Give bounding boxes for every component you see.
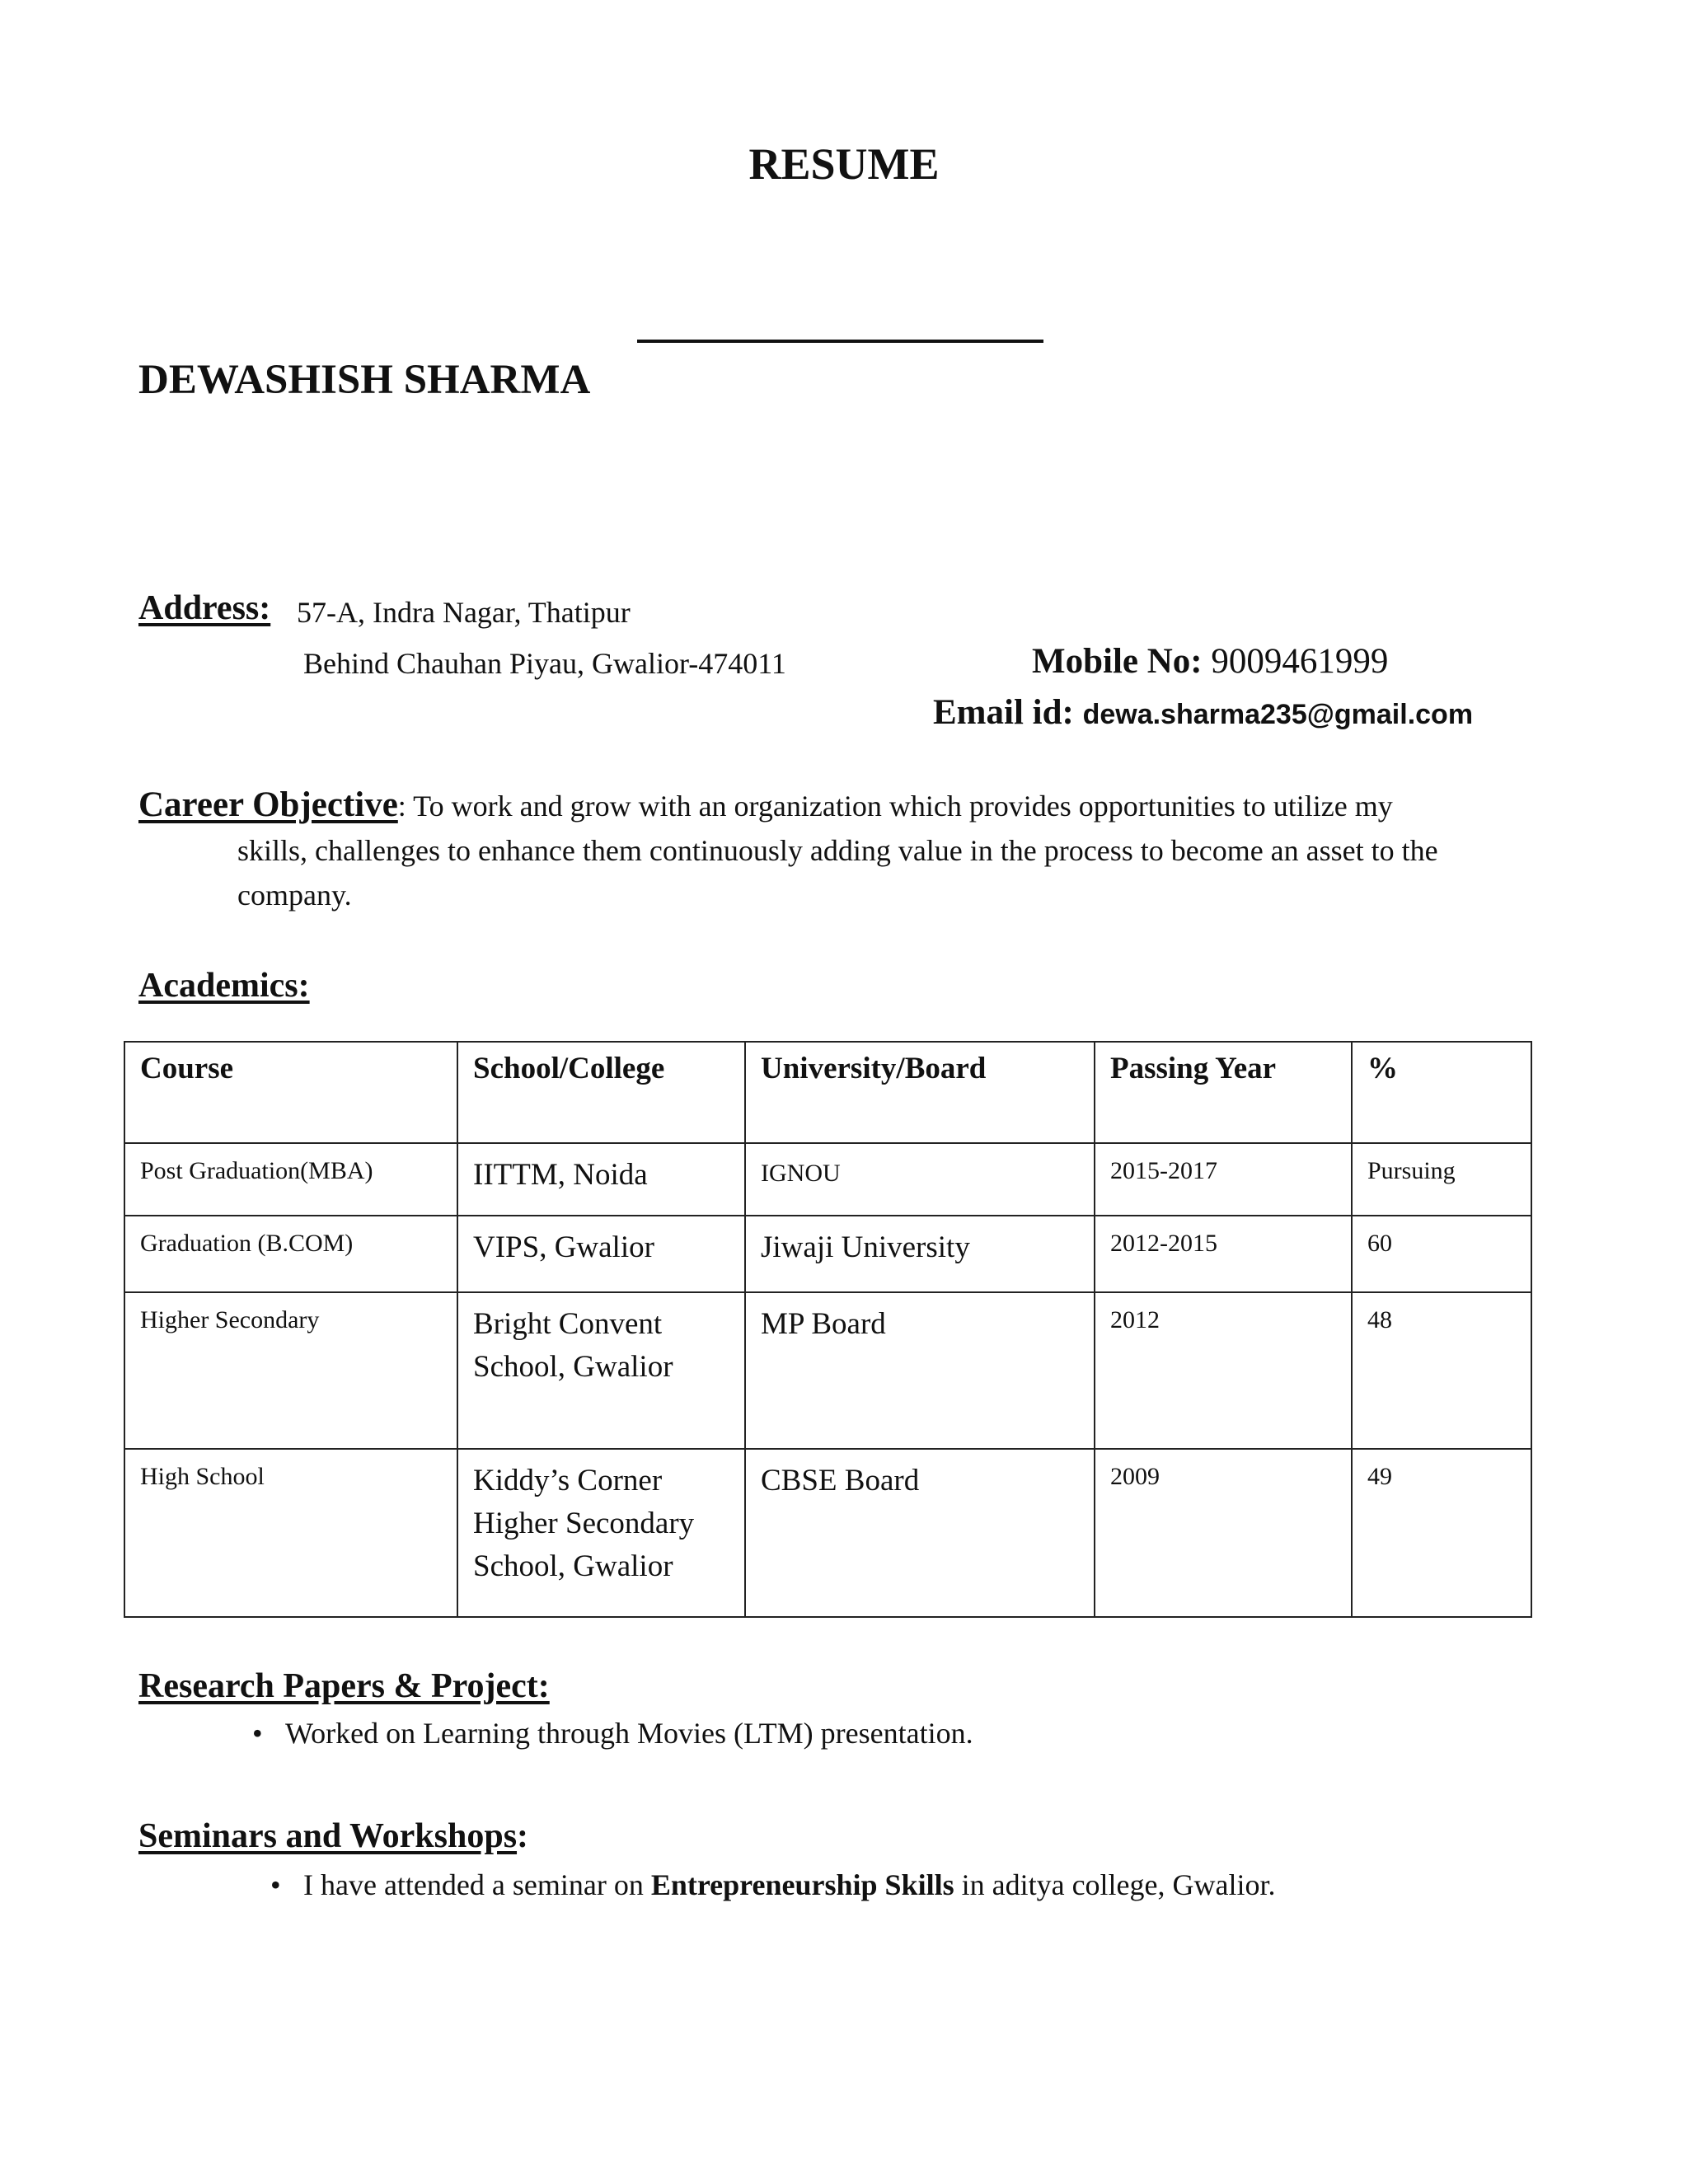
percent-cell: 49 — [1352, 1449, 1531, 1617]
career-objective-heading: Career Objective — [138, 785, 398, 824]
year-cell: 2009 — [1095, 1449, 1352, 1617]
seminar-item-suffix: in aditya college, Gwalior. — [954, 1868, 1276, 1901]
year-cell: 2012-2015 — [1095, 1216, 1352, 1292]
table-row — [124, 1292, 1531, 1449]
year-cell: 2012 — [1095, 1292, 1352, 1449]
university-cell: MP Board — [745, 1292, 1095, 1449]
mobile-value: 9009461999 — [1211, 642, 1389, 681]
seminars-heading-block — [138, 1816, 528, 1856]
career-objective-section — [138, 783, 1540, 917]
email-label: Email id: — [933, 693, 1074, 732]
column-header-year: Passing Year — [1095, 1042, 1352, 1143]
seminars-heading: Seminars and Workshops — [138, 1817, 518, 1855]
list-item — [252, 1716, 973, 1750]
percent-cell: 48 — [1352, 1292, 1531, 1449]
academics-table — [124, 1041, 1532, 1618]
research-item-text: Worked on Learning through Movies (LTM) presentation. — [285, 1717, 973, 1750]
signature-line — [637, 340, 1043, 343]
column-header-percent: % — [1352, 1042, 1531, 1143]
bullet-icon: • — [270, 1868, 281, 1901]
year-cell: 2015-2017 — [1095, 1143, 1352, 1216]
list-item — [270, 1868, 1276, 1902]
course-cell: High School — [124, 1449, 457, 1617]
email-address — [933, 692, 1473, 733]
address-line-2: Behind Chauhan Piyau, Gwalior-474011 — [303, 647, 786, 680]
percent-cell: Pursuing — [1352, 1143, 1531, 1216]
table-row — [124, 1143, 1531, 1216]
table-row — [124, 1449, 1531, 1617]
course-cell: Higher Secondary — [124, 1292, 457, 1449]
research-heading: Research Papers & Project: — [138, 1667, 550, 1705]
school-cell: Kiddy’s Corner Higher Secondary School, Gwalior — [457, 1449, 745, 1617]
bullet-icon: • — [252, 1717, 263, 1750]
university-cell: Jiwaji University — [745, 1216, 1095, 1292]
table-header-row — [124, 1042, 1531, 1143]
seminar-item-prefix: I have attended a seminar on — [303, 1868, 651, 1901]
document-title: RESUME — [748, 139, 940, 189]
university-cell: CBSE Board — [745, 1449, 1095, 1617]
course-cell: Post Graduation(MBA) — [124, 1143, 457, 1216]
mobile-number — [1032, 641, 1388, 682]
candidate-name: DEWASHISH SHARMA — [138, 357, 591, 403]
career-objective-text-line1: : To work and grow with an organization which provides opportunities to utilize my — [397, 790, 1393, 823]
column-header-school: School/College — [457, 1042, 745, 1143]
address-heading: Address: — [138, 589, 271, 627]
course-cell: Graduation (B.COM) — [124, 1216, 457, 1292]
university-cell: IGNOU — [745, 1143, 1095, 1216]
career-objective-text: skills, challenges to enhance them continuously adding value in the process to become an asset to the company. — [237, 834, 1438, 912]
column-header-course: Course — [124, 1042, 457, 1143]
column-header-university: University/Board — [745, 1042, 1095, 1143]
table-row — [124, 1216, 1531, 1292]
seminar-item-emphasis: Entrepreneurship Skills — [650, 1868, 954, 1901]
mobile-label: Mobile No: — [1032, 642, 1203, 681]
school-cell: Bright Convent School, Gwalior — [457, 1292, 745, 1449]
percent-cell: 60 — [1352, 1216, 1531, 1292]
seminars-heading-colon: : — [517, 1817, 529, 1855]
school-cell: IITTM, Noida — [457, 1143, 745, 1216]
email-value: dewa.sharma235@gmail.com — [1082, 699, 1474, 730]
academics-heading: Academics: — [138, 967, 310, 1005]
school-cell: VIPS, Gwalior — [457, 1216, 745, 1292]
address-line-1: 57-A, Indra Nagar, Thatipur — [297, 596, 631, 629]
